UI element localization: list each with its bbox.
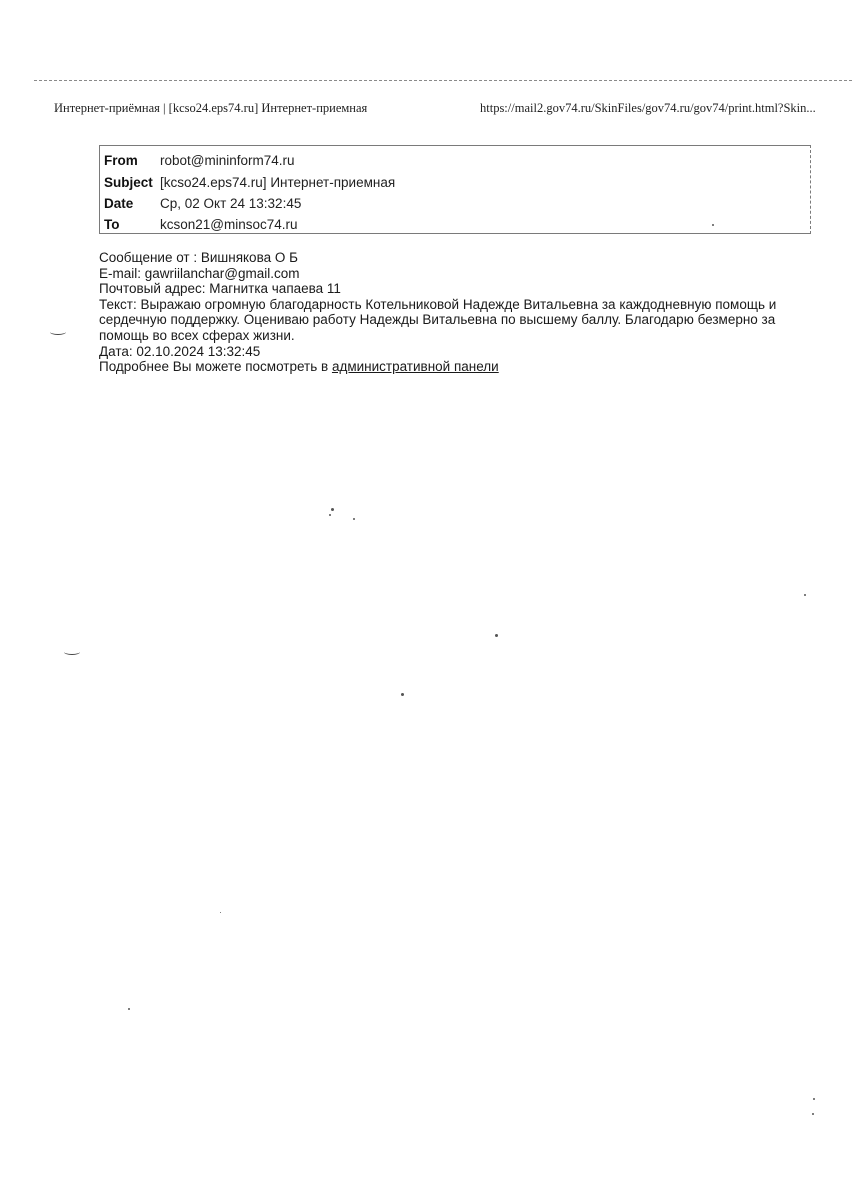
mail-to-row (104, 215, 298, 235)
scan-speck (495, 634, 498, 637)
admin-panel-link[interactable]: административной панели (331, 359, 499, 375)
date-label: Date (104, 196, 134, 211)
scan-speck (329, 514, 331, 516)
print-header-title: Интернет-приёмная | [kcso24.eps74.ru] Интернет-приемная (54, 101, 368, 115)
scan-speck (128, 1008, 130, 1010)
mail-date-row (104, 194, 301, 214)
subject-value: [kcso24.eps74.ru] Интернет-приемная (160, 175, 396, 190)
scan-speck (813, 1098, 815, 1100)
details-prefix: Подробнее Вы можете посмотреть в (99, 359, 332, 375)
email-line: E-mail: gawriilanchar@gmail.com (99, 265, 300, 281)
scan-speck (812, 1113, 814, 1115)
scan-speck (401, 693, 404, 696)
from-value: robot@mininform74.ru (160, 153, 295, 168)
scan-speck (220, 912, 221, 913)
mail-header-box (99, 145, 811, 234)
top-dashed-rule (34, 80, 852, 81)
scan-speck (712, 224, 714, 226)
from-label: From (104, 153, 138, 168)
scan-mark (64, 649, 80, 655)
scan-mark (50, 329, 66, 335)
to-value: kcson21@minsoc74.ru (160, 217, 298, 232)
print-header (54, 101, 853, 119)
to-label: To (104, 217, 120, 232)
date-line: Дата: 02.10.2024 13:32:45 (99, 343, 261, 359)
mail-from-row (104, 151, 295, 171)
message-body (99, 250, 814, 375)
subject-label: Subject (104, 175, 153, 190)
text-line: Текст: Выражаю огромную благодарность Котельниковой Надежде Витальевна за каждодневную помощь и сердечную поддержку. Оцениваю работу Надежды Витальевна по высшему баллу. Благодарю безмерно за помощь во всех сферах жизни. (99, 296, 777, 343)
address-line: Почтовый адрес: Магнитка чапаева 11 (99, 281, 341, 297)
mail-subject-row (104, 173, 395, 193)
date-value: Ср, 02 Окт 24 13:32:45 (160, 196, 302, 211)
scan-speck (804, 594, 806, 596)
scan-speck (331, 508, 334, 511)
sender-line: Сообщение от : Вишнякова О Б (99, 250, 298, 265)
print-header-url: https://mail2.gov74.ru/SkinFiles/gov74.ru/gov74/print.html?Skin... (480, 101, 816, 115)
scan-speck (353, 518, 355, 520)
details-line (99, 359, 814, 375)
